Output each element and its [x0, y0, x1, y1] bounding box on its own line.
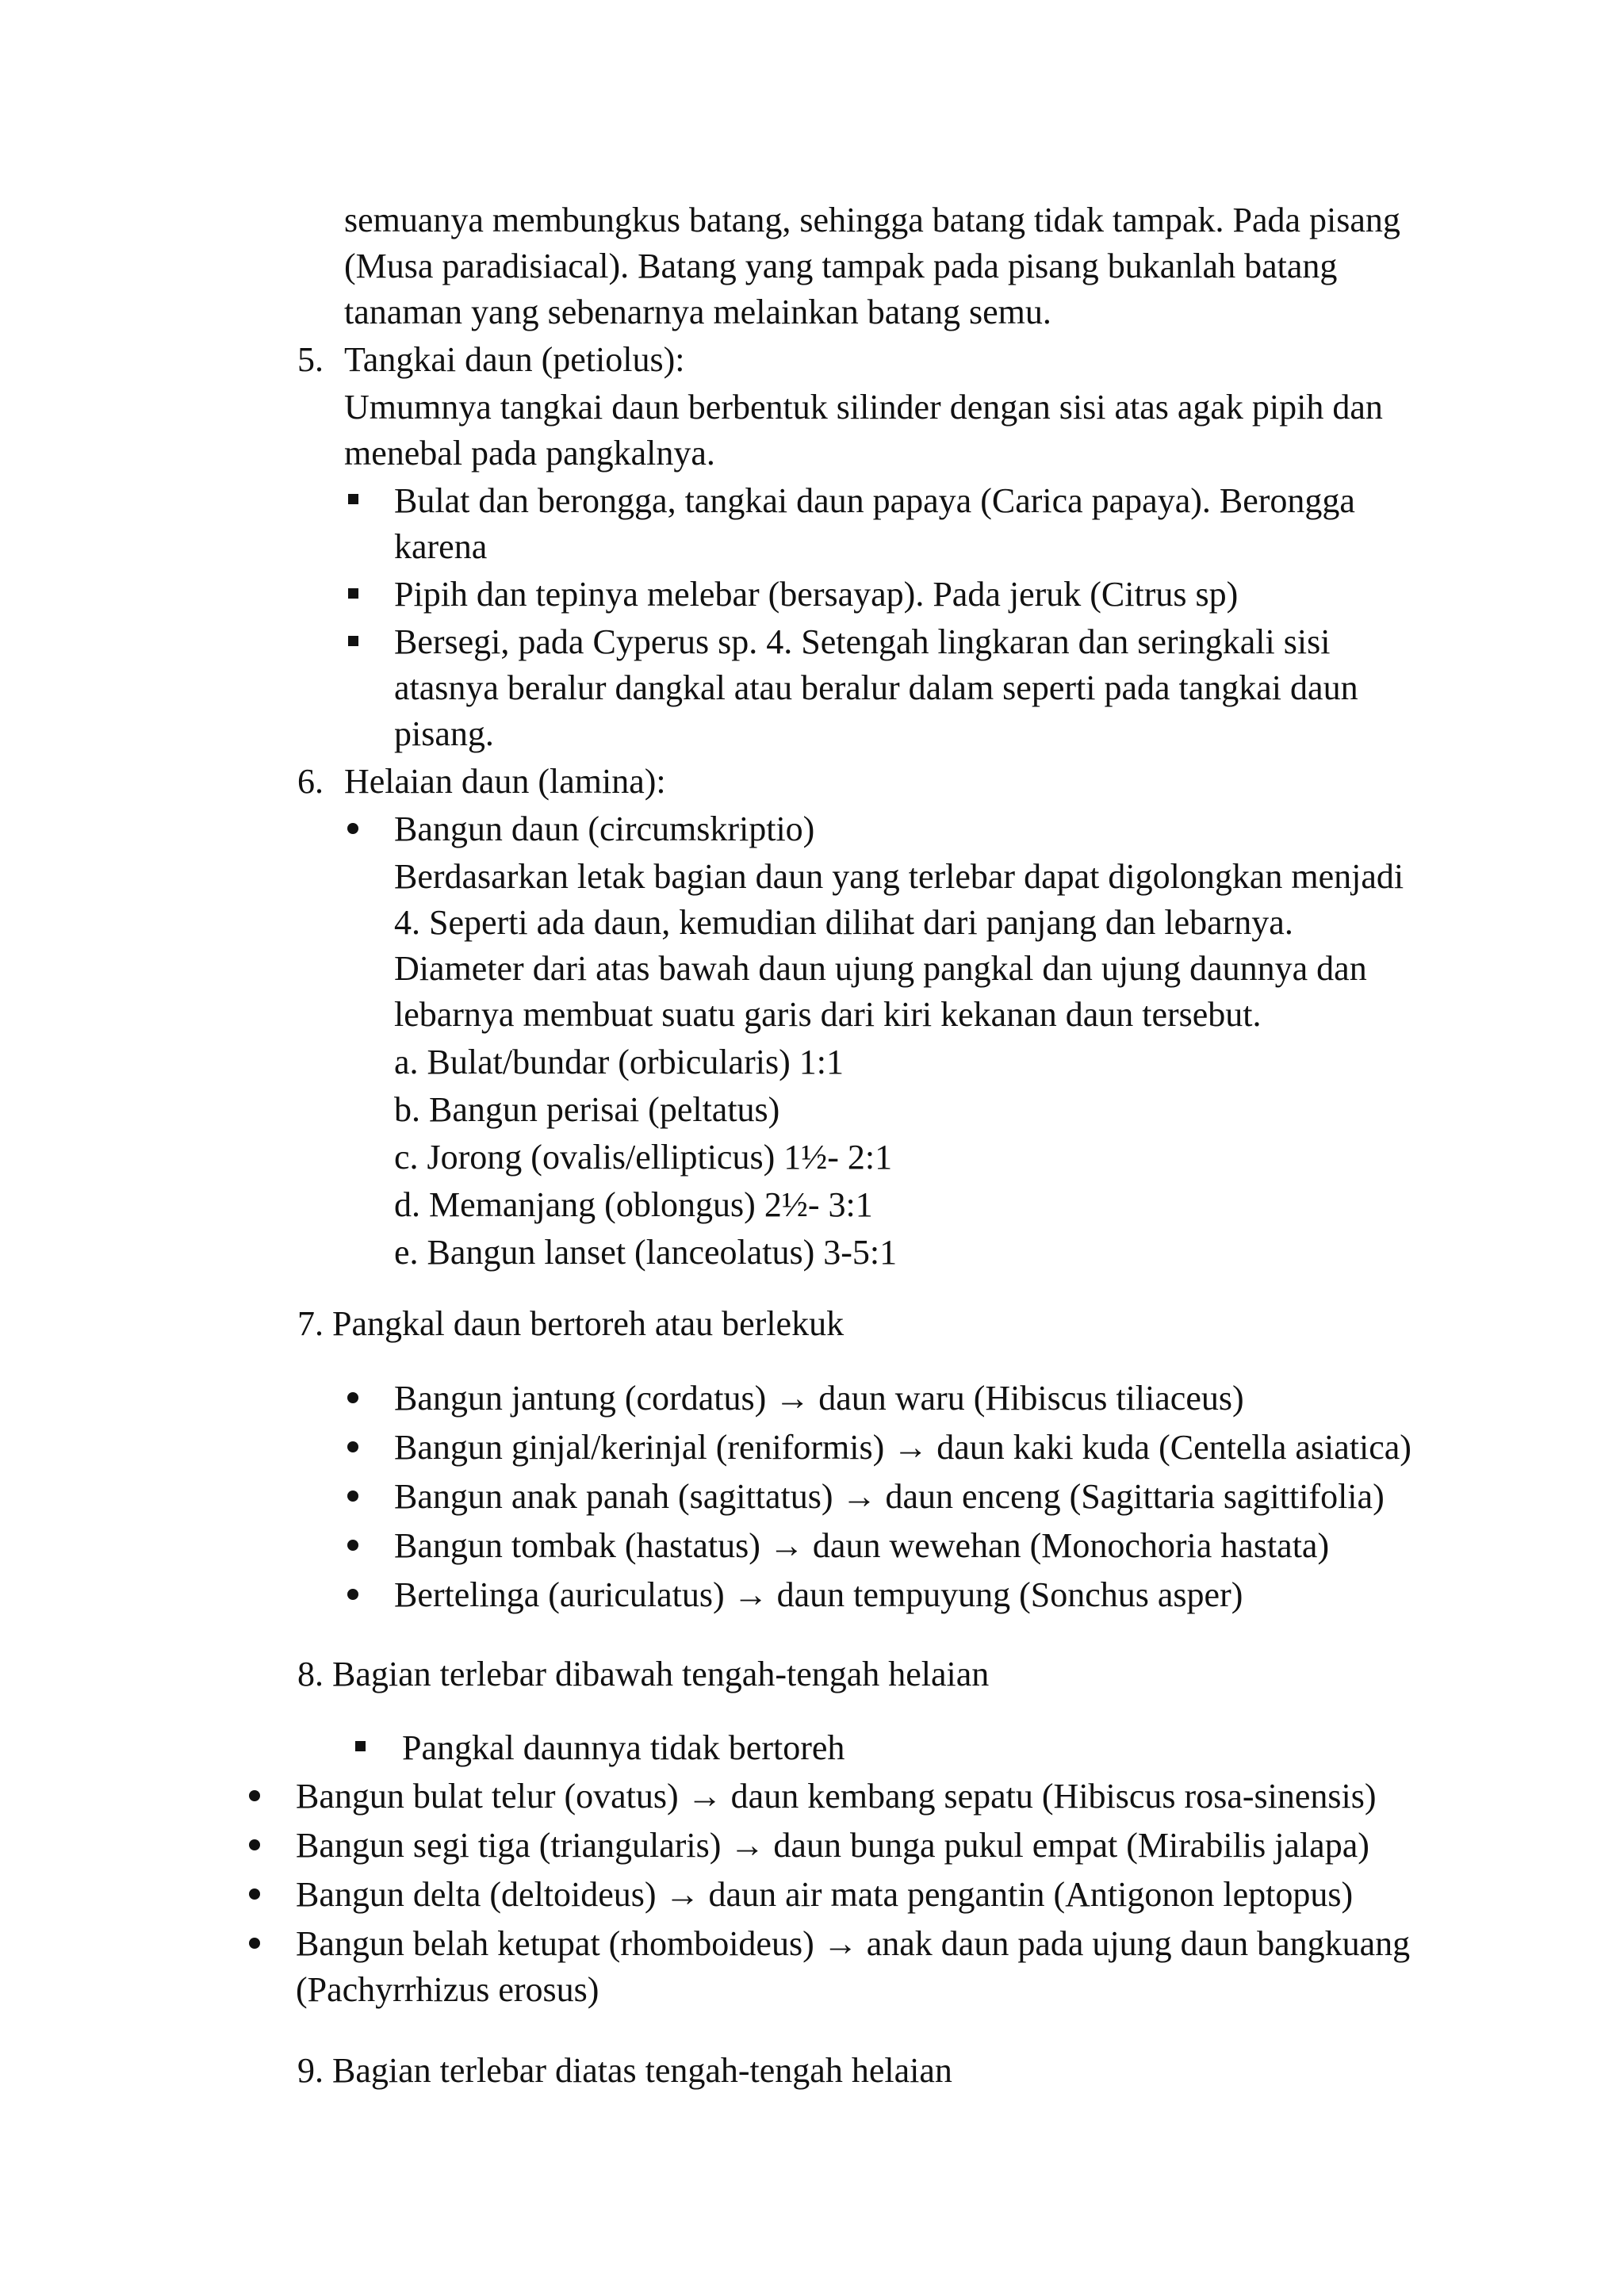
list-number: 6.	[297, 762, 324, 801]
list-item: Bangun bulat telur (ovatus) → daun kembang sepatu (Hibiscus rosa-sinensis)	[296, 1777, 1377, 1816]
list-item: Bulat dan berongga, tangkai daun papaya (Carica papaya). Berongga	[394, 481, 1355, 520]
list-item: c. Jorong (ovalis/ellipticus) 1½- 2:1	[394, 1138, 893, 1177]
list-number: 5.	[297, 340, 324, 379]
square-bullet-icon	[348, 494, 358, 504]
round-bullet-icon	[347, 1540, 358, 1551]
round-bullet-icon	[249, 1839, 260, 1850]
paragraph-line: menebal pada pangkalnya.	[344, 434, 715, 473]
list-item: Bertelinga (auriculatus) → daun tempuyung (Sonchus asper)	[394, 1575, 1243, 1614]
paragraph-line: 4. Seperti ada daun, kemudian dilihat dari panjang dan lebarnya.	[394, 903, 1293, 942]
section-heading: 9. Bagian terlebar diatas tengah-tengah helaian	[297, 2051, 952, 2090]
round-bullet-icon	[347, 1589, 358, 1600]
list-item: Bangun segi tiga (triangularis) → daun bunga pukul empat (Mirabilis jalapa)	[296, 1826, 1369, 1865]
round-bullet-icon	[347, 1441, 358, 1452]
paragraph-line: Diameter dari atas bawah daun ujung pangkal dan ujung daunnya dan	[394, 949, 1367, 988]
square-bullet-icon	[348, 588, 358, 599]
round-bullet-icon	[249, 1790, 260, 1801]
list-item: Bangun tombak (hastatus) → daun wewehan (Monochoria hastata)	[394, 1526, 1330, 1565]
list-item: b. Bangun perisai (peltatus)	[394, 1090, 780, 1129]
list-item: d. Memanjang (oblongus) 2½- 3:1	[394, 1185, 873, 1224]
list-item: Bersegi, pada Cyperus sp. 4. Setengah lingkaran dan seringkali sisi	[394, 622, 1331, 661]
list-item: Pipih dan tepinya melebar (bersayap). Pada jeruk (Citrus sp)	[394, 575, 1239, 614]
list-item: Bangun jantung (cordatus) → daun waru (Hibiscus tiliaceus)	[394, 1379, 1244, 1418]
list-item-continuation: atasnya beralur dangkal atau beralur dalam seperti pada tangkai daun	[394, 668, 1358, 707]
paragraph-line: Umumnya tangkai daun berbentuk silinder dengan sisi atas agak pipih dan	[344, 388, 1383, 427]
list-item: Bangun anak panah (sagittatus) → daun enceng (Sagittaria sagittifolia)	[394, 1477, 1385, 1516]
list-item: Bangun delta (deltoideus) → daun air mata pengantin (Antigonon leptopus)	[296, 1875, 1354, 1914]
round-bullet-icon	[347, 823, 358, 834]
list-item: Pangkal daunnya tidak bertoreh	[402, 1728, 845, 1767]
square-bullet-icon	[355, 1741, 366, 1751]
round-bullet-icon	[347, 1490, 358, 1502]
list-item: Bangun belah ketupat (rhomboideus) → anak daun pada ujung daun bangkuang	[296, 1924, 1411, 1963]
paragraph-line: lebarnya membuat suatu garis dari kiri kekanan daun tersebut.	[394, 995, 1262, 1034]
square-bullet-icon	[348, 636, 358, 646]
round-bullet-icon	[347, 1392, 358, 1403]
section-title: Helaian daun (lamina):	[344, 762, 666, 801]
list-item-continuation: karena	[394, 527, 488, 566]
paragraph-line: (Musa paradisiacal). Batang yang tampak pada pisang bukanlah batang	[344, 247, 1338, 285]
paragraph-line: tanaman yang sebenarnya melainkan batang semu.	[344, 293, 1051, 331]
list-item-continuation: (Pachyrrhizus erosus)	[296, 1970, 599, 2009]
section-heading: 7. Pangkal daun bertoreh atau berlekuk	[297, 1304, 845, 1343]
section-heading: 8. Bagian terlebar dibawah tengah-tengah helaian	[297, 1655, 990, 1693]
round-bullet-icon	[249, 1888, 260, 1900]
list-item: Bangun ginjal/kerinjal (reniformis) → daun kaki kuda (Centella asiatica)	[394, 1428, 1411, 1467]
section-title: Tangkai daun (petiolus):	[344, 340, 685, 379]
paragraph-line: Berdasarkan letak bagian daun yang terlebar dapat digolongkan menjadi	[394, 857, 1404, 896]
list-item-continuation: pisang.	[394, 714, 494, 753]
round-bullet-icon	[249, 1938, 260, 1949]
list-item: a. Bulat/bundar (orbicularis) 1:1	[394, 1043, 844, 1081]
paragraph-line: semuanya membungkus batang, sehingga batang tidak tampak. Pada pisang	[344, 201, 1400, 239]
list-item: e. Bangun lanset (lanceolatus) 3-5:1	[394, 1233, 898, 1272]
list-item: Bangun daun (circumskriptio)	[394, 809, 815, 848]
